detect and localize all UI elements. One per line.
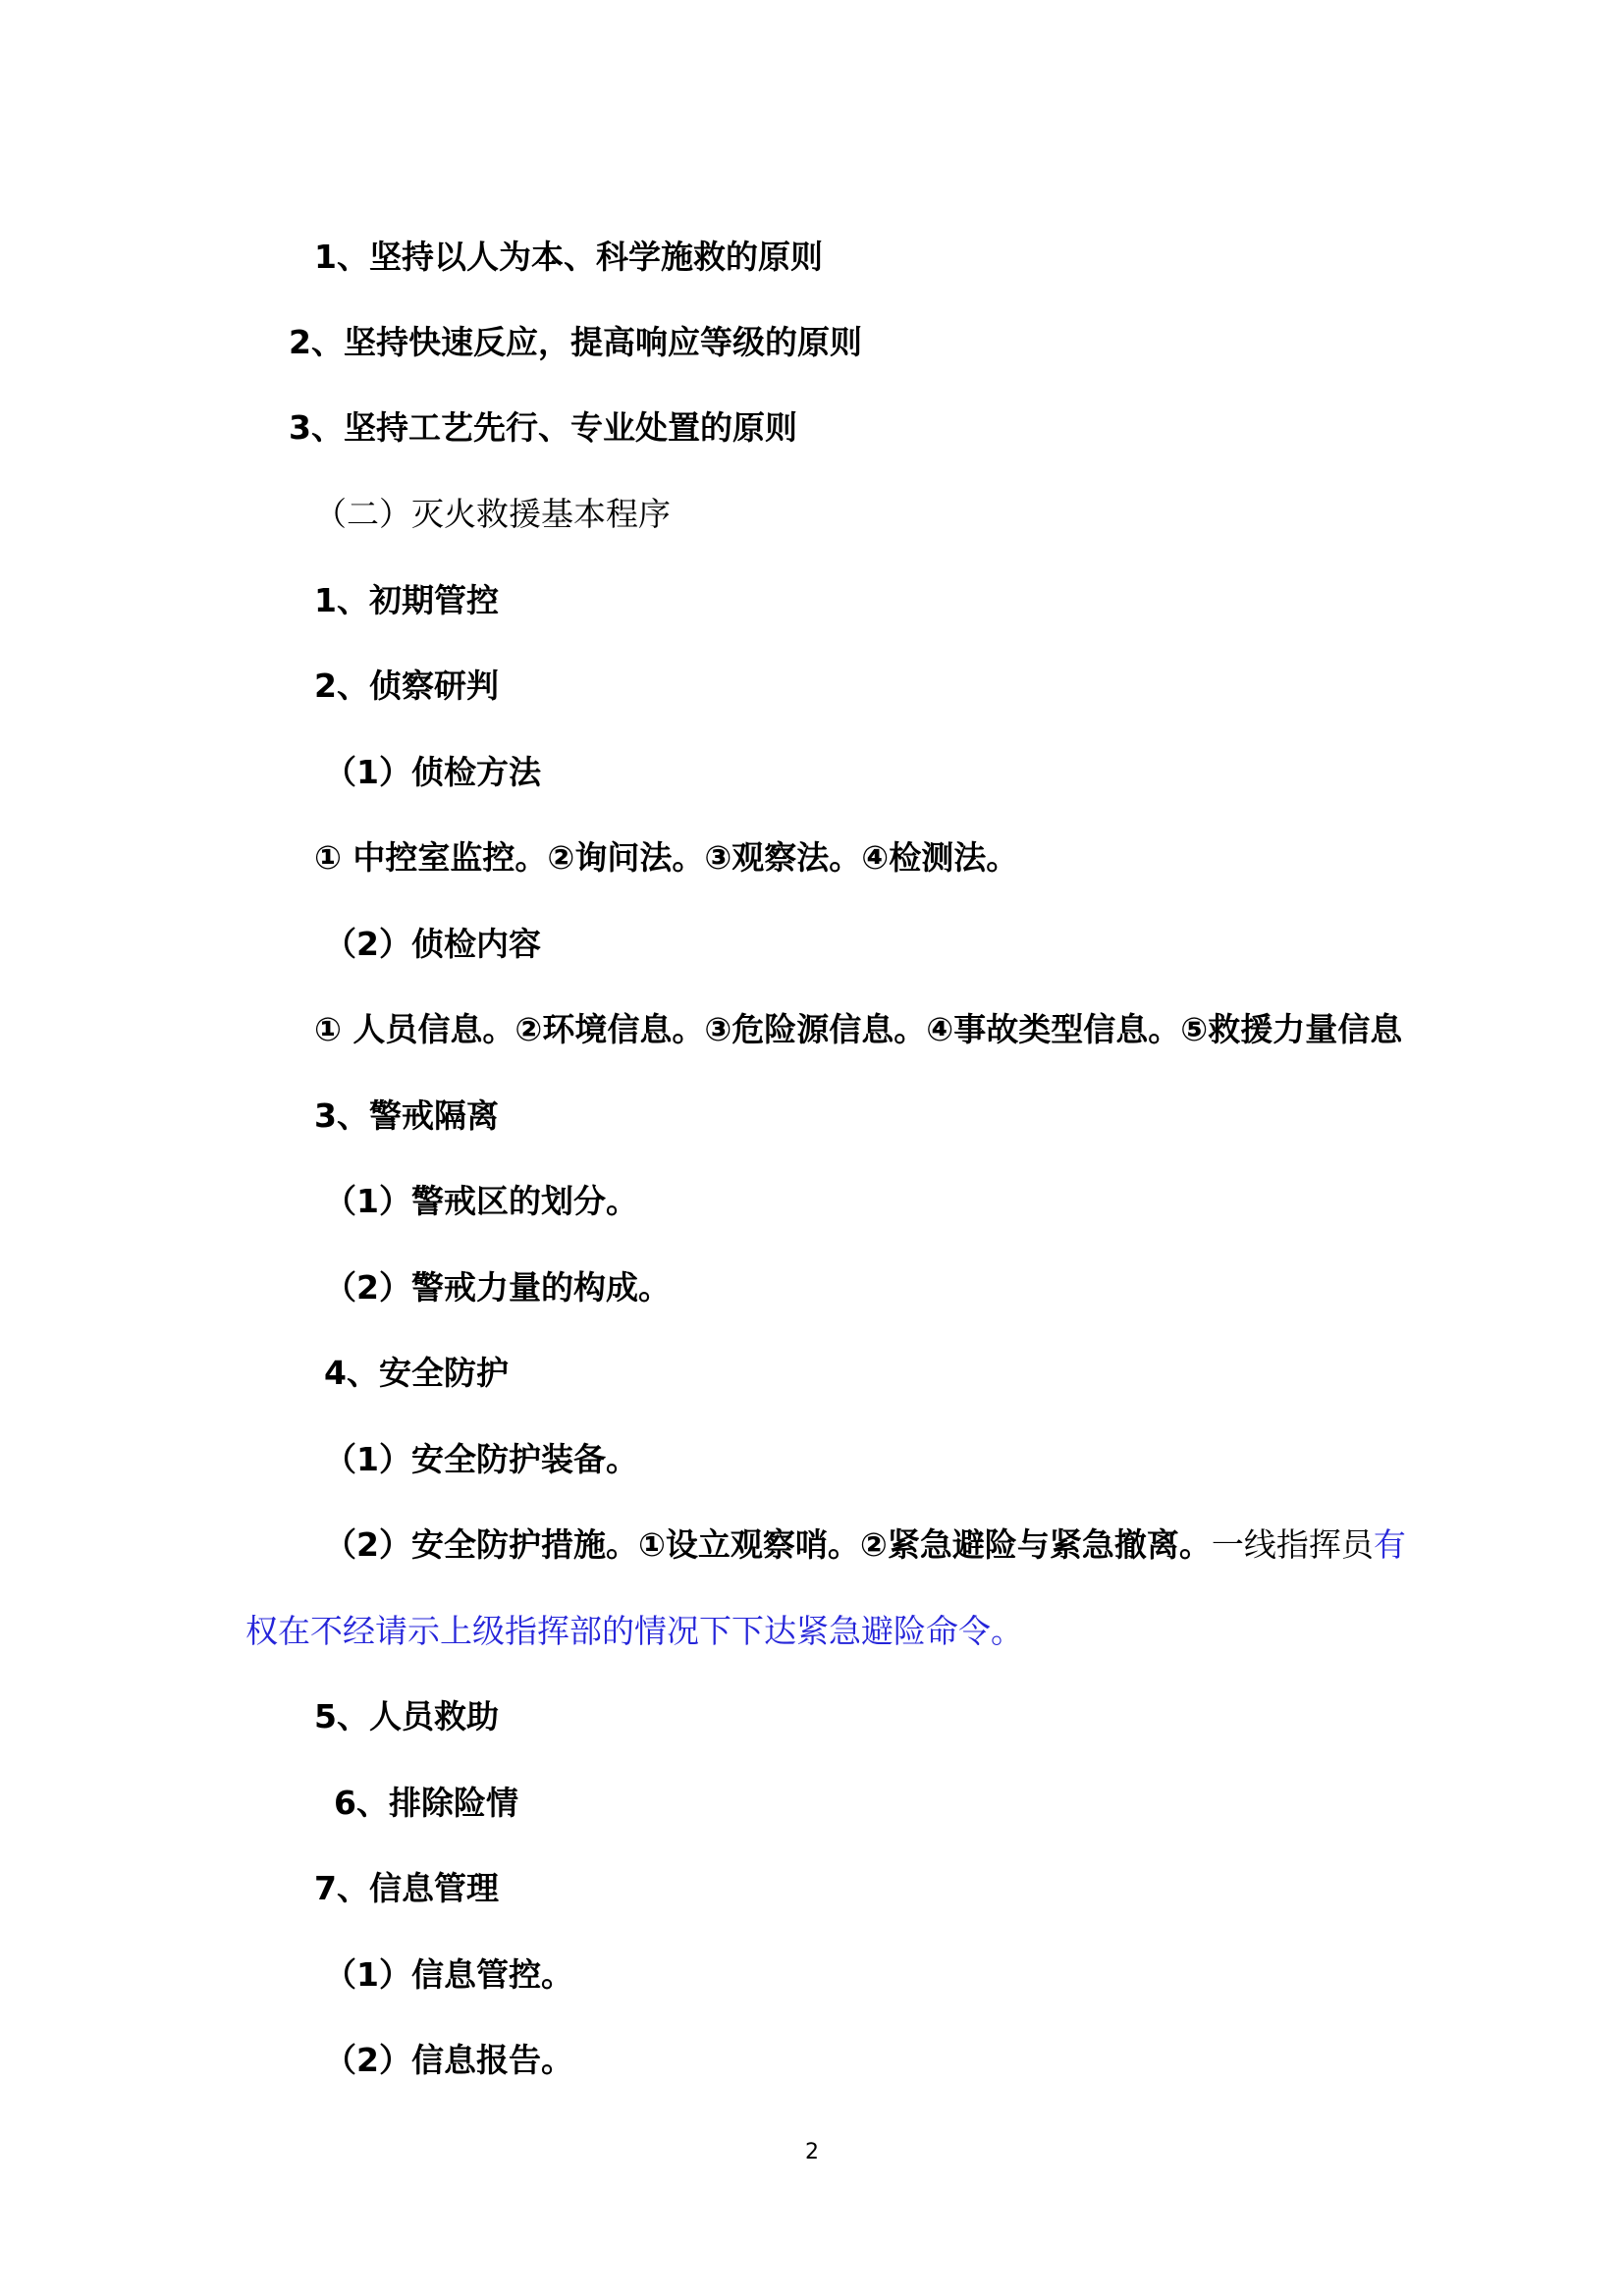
step-1: 1、初期管控 [314,581,499,619]
section-heading: （二）灭火救援基本程序 [314,495,671,533]
step-4-sub-2-line-2: 权在不经请示上级指挥部的情况下下达紧急避险命令。 [245,1612,1023,1650]
principle-3: 3、坚持工艺先行、专业处置的原则 [289,408,797,447]
step-3: 3、警戒隔离 [314,1096,499,1135]
step-4-sub-2-normal: 一线指挥员 [1211,1525,1374,1564]
step-3-sub-1: （1）警戒区的划分。 [324,1182,638,1220]
step-2: 2、侦察研判 [314,667,499,705]
step-2-sub-2-items: ① 人员信息。②环境信息。③危险源信息。④事故类型信息。⑤救援力量信息 [314,1010,1403,1048]
step-4-sub-2-line-1 [324,1523,1406,1567]
step-4: 4、安全防护 [324,1354,509,1392]
step-4-sub-1: （1）安全防护装备。 [324,1440,638,1478]
step-6: 6、排除险情 [334,1784,518,1822]
step-4-sub-2-highlight-1: 有 [1373,1525,1406,1564]
step-2-sub-1-items: ① 中控室监控。②询问法。③观察法。④检测法。 [314,838,1019,877]
step-5: 5、人员救助 [314,1697,499,1735]
step-7-sub-1: （1）信息管控。 [324,1955,573,1994]
principle-2: 2、坚持快速反应，提高响应等级的原则 [289,323,862,361]
principle-1: 1、坚持以人为本、科学施救的原则 [314,238,823,276]
step-7-sub-2: （2）信息报告。 [324,2041,573,2079]
step-3-sub-2: （2）警戒力量的构成。 [324,1268,671,1307]
step-4-sub-2-bold: （2）安全防护措施。①设立观察哨。②紧急避险与紧急撤离。 [324,1525,1212,1564]
step-7: 7、信息管理 [314,1869,499,1907]
page-number: 2 [805,2140,819,2164]
step-2-sub-2: （2）侦检内容 [324,925,541,963]
step-2-sub-1: （1）侦检方法 [324,753,541,791]
